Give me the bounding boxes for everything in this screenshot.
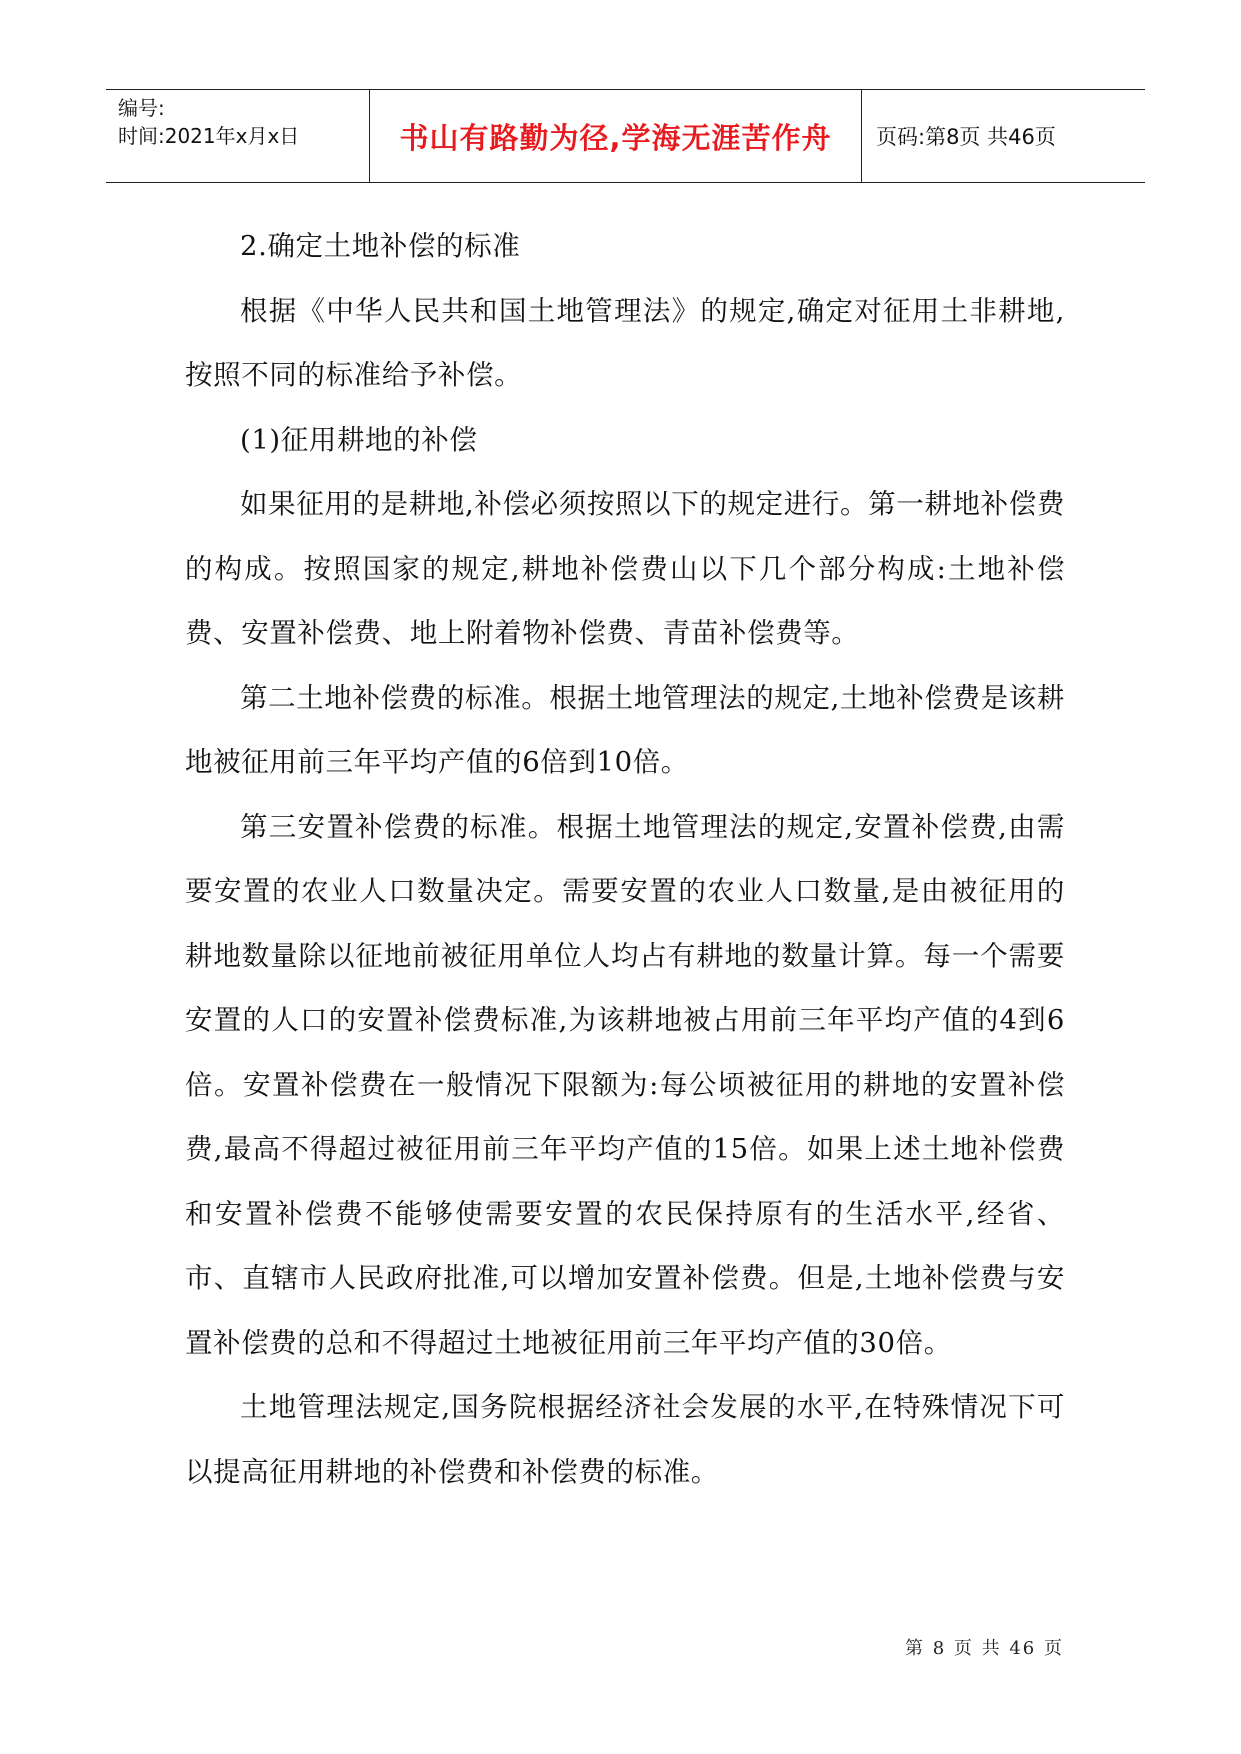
time-label: 时间:2021年x月x日	[118, 124, 300, 148]
section-heading: 2.确定土地补偿的标准	[240, 230, 521, 262]
header-motto-cell	[370, 90, 862, 182]
number-label: 编号:	[118, 96, 165, 120]
subsection-heading: (1)征用耕地的补偿	[240, 423, 478, 456]
header-page-label: 页码:第8页 共46页	[876, 125, 1056, 149]
document-body	[185, 214, 1065, 1504]
paragraph: 根据《中华人民共和国土地管理法》的规定,确定对征用土非耕地,按照不同的标准给予补偿。	[185, 294, 1065, 391]
motto: 书山有路勤为径,学海无涯苦作舟	[399, 120, 832, 155]
document-header	[106, 89, 1145, 183]
paragraph: 第三安置补偿费的标准。根据土地管理法的规定,安置补偿费,由需要安置的农业人口数量决定。需要安置的农业人口数量,是由被征用的耕地数量除以征地前被征用单位人均占有耕地的数量计算。每一个需要安置的人口的安置补偿费标准,为该耕地被占用前三年平均产值的4到6倍。安置补偿费在一般情况下限额为:每公顷被征用的耕地的安置补偿费,最高不得超过被征用前三年平均产值的15倍。如果上述土地补偿费和安置补偿费不能够使需要安置的农民保持原有的生活水平,经省、市、直辖市人民政府批准,可以增加安置补偿费。但是,土地补偿费与安置补偿费的总和不得超过土地被征用前三年平均产值的30倍。	[185, 810, 1065, 1359]
paragraph: 土地管理法规定,国务院根据经济社会发展的水平,在特殊情况下可以提高征用耕地的补偿费和补偿费的标准。	[185, 1391, 1065, 1488]
header-meta	[106, 90, 370, 182]
paragraph: 第二土地补偿费的标准。根据土地管理法的规定,土地补偿费是该耕地被征用前三年平均产值的6倍到10倍。	[185, 681, 1065, 778]
paragraph: 如果征用的是耕地,补偿必须按照以下的规定进行。第一耕地补偿费的构成。按照国家的规定,耕地补偿费山以下几个部分构成:土地补偿费、安置补偿费、地上附着物补偿费、青苗补偿费等。	[185, 488, 1065, 649]
page-footer: 第 8 页 共 46 页	[905, 1638, 1064, 1659]
header-page-cell	[862, 90, 1145, 182]
